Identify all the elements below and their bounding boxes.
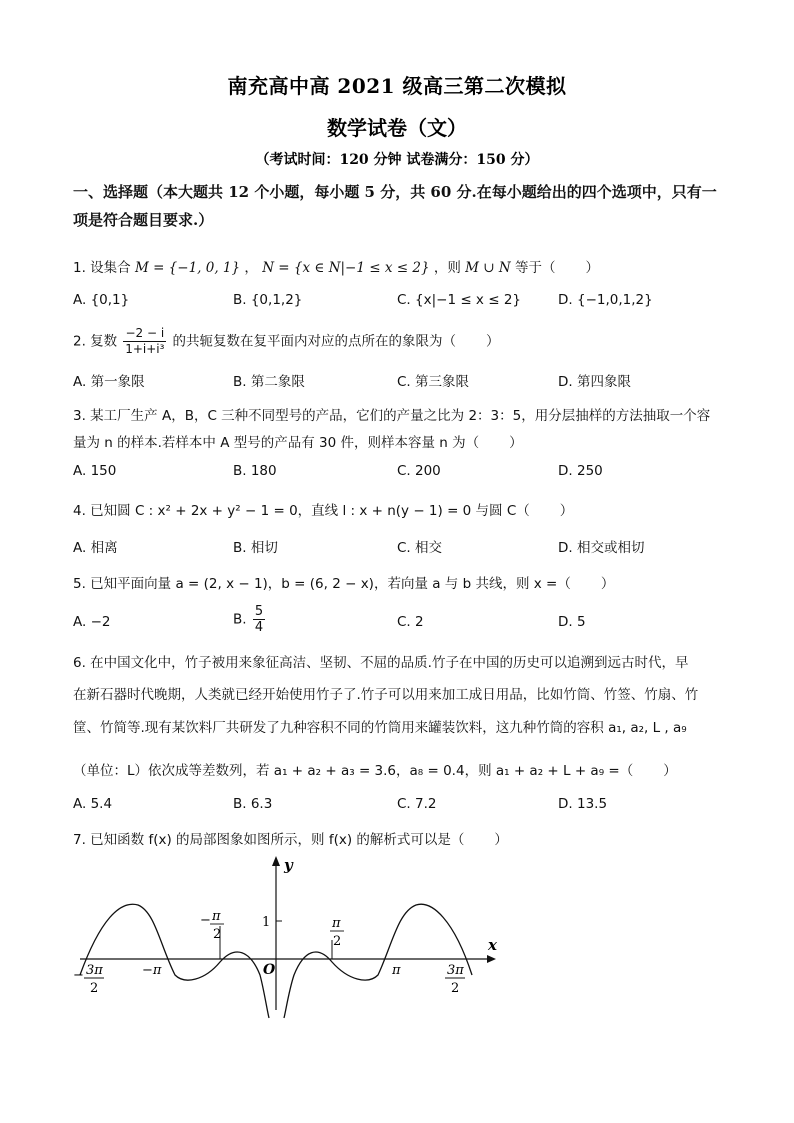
- q3-close: ）: [509, 435, 523, 451]
- q5-option-a[interactable]: A. −2: [73, 614, 111, 630]
- question-6-line-4: [73, 759, 677, 779]
- question-5: [73, 572, 614, 592]
- neg-three-half-pi-num: 3π: [86, 963, 103, 978]
- q1-option-a[interactable]: A. {0,1}: [73, 292, 130, 308]
- question-3-line-2: [73, 431, 523, 451]
- q2-prefix: 2. 复数: [73, 333, 118, 350]
- x-axis-arrow-icon: [487, 955, 496, 963]
- q4-close: ）: [559, 503, 574, 519]
- q6-option-b[interactable]: B. 6.3: [233, 796, 273, 812]
- question-7: [73, 828, 508, 848]
- y-tick-label-1: 1: [262, 915, 271, 930]
- half-pi-num: π: [332, 916, 341, 931]
- q6-option-d[interactable]: D. 13.5: [558, 796, 608, 812]
- exam-subtitle: 数学试卷（文）: [327, 116, 467, 140]
- q4-option-d[interactable]: D. 相交或相切: [558, 540, 645, 556]
- q4-option-c[interactable]: C. 相交: [397, 540, 443, 556]
- q1-option-d[interactable]: D. {−1,0,1,2}: [558, 292, 653, 308]
- neg-three-half-pi-minus: −: [73, 968, 84, 983]
- question-3-line-1: 3. 某工厂生产 A，B，C 三种不同型号的产品，它们的产量之比为 2：3：5，用分层抽样的方法抽取一个容: [73, 408, 711, 424]
- three-half-pi-den: 2: [451, 981, 460, 996]
- q3-option-d[interactable]: D. 250: [558, 463, 603, 479]
- question-4: [73, 499, 573, 519]
- q1-prefix: 1. 设集合: [73, 260, 131, 276]
- q1-option-b[interactable]: B. {0,1,2}: [233, 292, 303, 308]
- y-axis-label: y: [284, 856, 293, 874]
- q5-option-b-label: B.: [233, 611, 247, 628]
- q6-option-c[interactable]: C. 7.2: [397, 796, 437, 812]
- q4-text: 4. 已知圆 C : x² + 2x + y² − 1 = 0，直线 l : x + n(y − 1) = 0 与圆 C（: [73, 503, 530, 519]
- exam-info: （考试时间：120 分钟 试卷满分：150 分）: [255, 152, 539, 168]
- fraction-numerator: −2 − i: [125, 326, 165, 340]
- q2-option-b[interactable]: B. 第二象限: [233, 374, 305, 390]
- q5-close: ）: [600, 576, 615, 592]
- neg-three-half-pi-den: 2: [90, 981, 99, 996]
- q3-option-b[interactable]: B. 180: [233, 463, 277, 479]
- neg-pi-label: −π: [142, 963, 162, 978]
- pi-label: π: [392, 963, 401, 978]
- q7-text: 7. 已知函数 f(x) 的局部图象如图所示，则 f(x) 的解析式可以是（: [73, 832, 465, 848]
- question-6-line-3: 筐、竹简等.现有某饮料厂共研发了九种容积不同的竹筒用来罐装饮料，这九种竹筒的容积 a₁, a₂, L , a₉: [73, 720, 687, 736]
- q5-option-c[interactable]: C. 2: [397, 614, 424, 630]
- q6-close: ）: [663, 763, 677, 779]
- set-n: N = {x ∈ N|−1 ≤ x ≤ 2}: [262, 260, 430, 276]
- fraction-denominator: 1+i+i³: [125, 342, 165, 356]
- complex-fraction: [123, 326, 166, 357]
- section-heading: 一、选择题（本大题共 12 个小题，每小题 5 分，共 60 分.在每小题给出的四个选项中，只有一项是符合题目要求.）: [73, 183, 717, 229]
- q1-close: ）: [585, 260, 599, 276]
- q1-text: ，则: [433, 260, 461, 276]
- three-half-pi-num: 3π: [447, 963, 464, 978]
- q2-option-c[interactable]: C. 第三象限: [397, 374, 470, 390]
- origin-label: O: [263, 962, 276, 978]
- q1-ask: 等于（: [514, 260, 556, 276]
- q7-close: ）: [494, 832, 508, 848]
- q2-text: 的共轭复数在复平面内对应的点所在的象限为（: [172, 333, 456, 350]
- q2-option-d[interactable]: D. 第四象限: [558, 374, 631, 390]
- q5-option-d[interactable]: D. 5: [558, 614, 586, 630]
- union-expr: M ∪ N: [465, 260, 511, 276]
- question-6-line-2: 在新石器时代晚期，人类就已经开始使用竹子了.竹子可以用来加工成日用品，比如竹筒、竹签、竹扇、竹: [73, 687, 699, 703]
- set-m: M = {−1, 0, 1}: [134, 260, 241, 276]
- half-pi-den: 2: [333, 934, 342, 949]
- exam-title: 南充高中高 2021 级高三第二次模拟: [227, 74, 567, 98]
- q4-option-b[interactable]: B. 相切: [233, 540, 278, 556]
- q2-close: ）: [485, 333, 500, 350]
- fraction-denominator: 4: [254, 620, 264, 635]
- x-axis-label: x: [488, 936, 497, 954]
- fraction-numerator: 5: [254, 604, 264, 619]
- q2-option-a[interactable]: A. 第一象限: [73, 374, 145, 390]
- function-graph: [60, 850, 520, 1020]
- neg-half-pi-den: 2: [213, 927, 222, 942]
- q1-option-c[interactable]: C. {x|−1 ≤ x ≤ 2}: [397, 292, 521, 308]
- q5-option-b[interactable]: [233, 604, 267, 635]
- five-quarters-fraction: [253, 604, 265, 635]
- neg-half-pi-num: π: [212, 909, 221, 924]
- q6-text: （单位：L）依次成等差数列，若 a₁ + a₂ + a₃ = 3.6，a₈ = 0.4，则 a₁ + a₂ + L + a₉ =（: [73, 763, 634, 779]
- question-1: 1. 设集合 M = {−1, 0, 1} ， N = {x ∈ N|−1 ≤ x ≤ 2} ，则 M ∪ N 等于（ ）: [73, 260, 599, 276]
- question-6-line-1: 6. 在中国文化中，竹子被用来象征高洁、坚韧、不屈的品质.竹子在中国的历史可以追溯到远古时代，早: [73, 655, 689, 671]
- q5-text: 5. 已知平面向量 a = (2, x − 1)，b = (6, 2 − x)，若向量 a 与 b 共线，则 x =（: [73, 576, 571, 592]
- q3-text: 量为 n 的样本.若样本中 A 型号的产品有 30 件，则样本容量 n 为（: [73, 435, 480, 451]
- q3-option-a[interactable]: A. 150: [73, 463, 117, 479]
- q4-option-a[interactable]: A. 相离: [73, 540, 118, 556]
- neg-half-pi-minus: −: [200, 913, 211, 928]
- q3-option-c[interactable]: C. 200: [397, 463, 441, 479]
- q6-option-a[interactable]: A. 5.4: [73, 796, 113, 812]
- question-2: [73, 326, 499, 357]
- y-axis-arrow-icon: [272, 856, 280, 866]
